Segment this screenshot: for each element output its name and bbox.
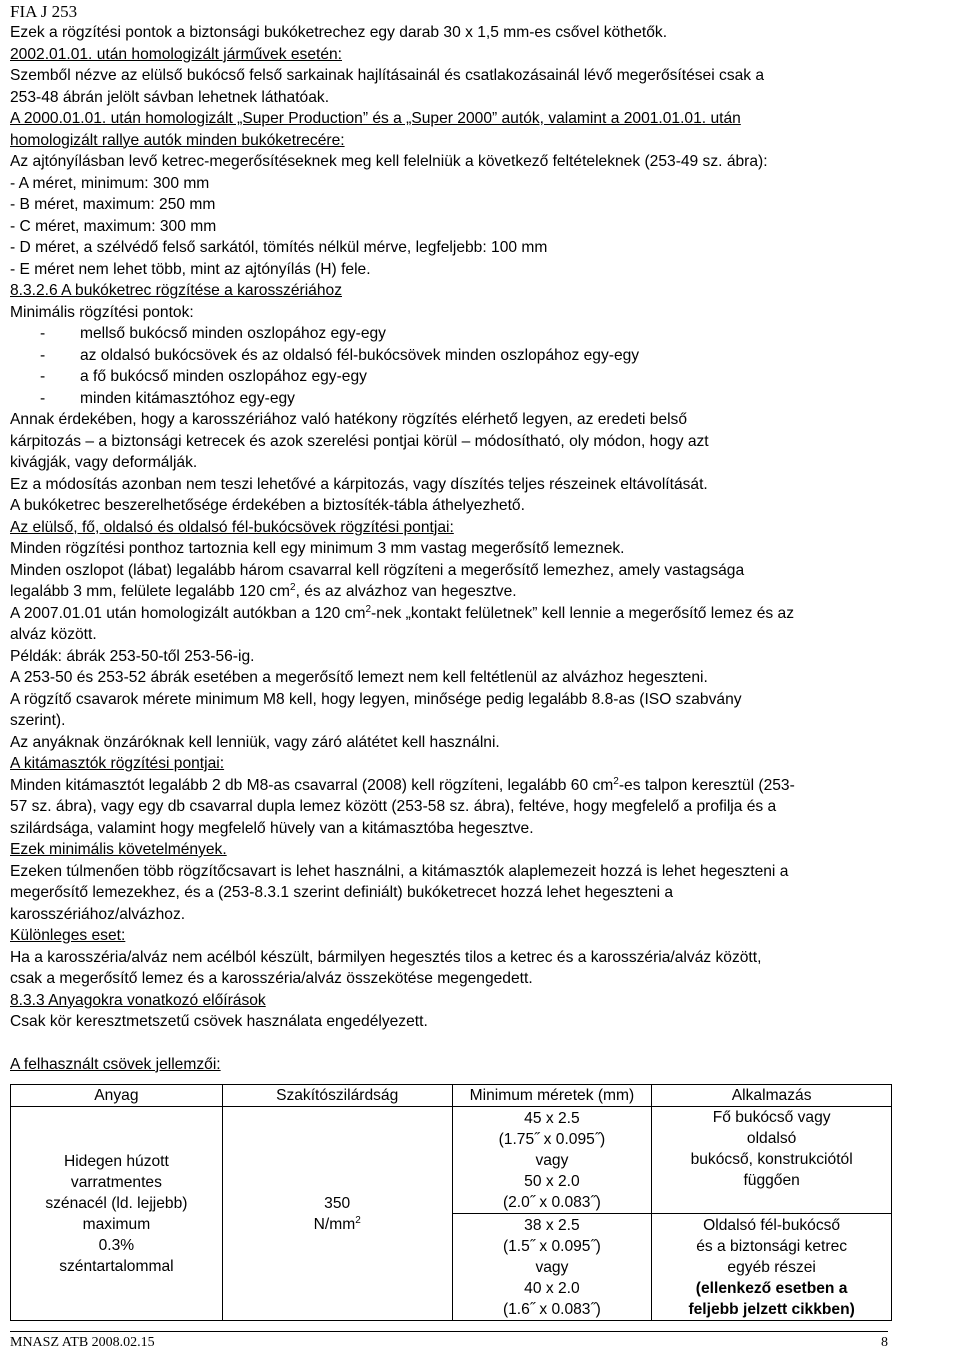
- material-cell: [11, 1107, 223, 1321]
- list-item-text: mellső bukócső minden oszlopához egy-egy: [80, 325, 386, 342]
- paragraph-line: 253-48 ábrán jelölt sávban lehetnek láthatóak.: [10, 88, 330, 106]
- footer-doc-id: MNASZ ATB 2008.02.15: [10, 1335, 155, 1350]
- paragraph-line: Példák: ábrák 253-50-től 253-56-ig.: [10, 647, 255, 665]
- text-fragment: legalább 3 mm, felülete legalább 120 cm: [10, 583, 290, 600]
- tube-properties-table: [10, 1084, 892, 1321]
- cell-line: függően: [743, 1172, 800, 1189]
- text-fragment: , és az alvázhoz van hegesztve.: [295, 583, 517, 600]
- dimension-item: - C méret, maximum: 300 mm: [10, 217, 217, 235]
- superscript: 2: [290, 581, 296, 593]
- paragraph-line: Ezek a rögzítési pontok a biztonsági bukóketrechez egy darab 30 x 1,5 mm-es csővel köthetők.: [10, 24, 668, 41]
- list-dash: -: [40, 346, 46, 364]
- list-dash: -: [40, 325, 46, 342]
- paragraph-line: csak a megerősítő lemez és a karosszéria/alváz összekötése megengedett.: [10, 970, 533, 987]
- cell-line: 45 x 2.5: [524, 1109, 580, 1127]
- cell-line-bold: (ellenkező esetben a: [695, 1279, 848, 1297]
- paragraph-line: Minimális rögzítési pontok:: [10, 303, 194, 321]
- paragraph-line: karosszériához/alvázhoz.: [10, 905, 186, 923]
- paragraph-line: alváz között.: [10, 626, 97, 643]
- section-heading: Különleges eset:: [10, 927, 126, 944]
- table-header-cell: Szakítószilárdság: [222, 1085, 452, 1107]
- dimensions-cell: [452, 1107, 652, 1214]
- paragraph-line: A bukóketrec beszerelhetősége érdekében a biztosíték-tábla áthelyezhető.: [10, 497, 525, 514]
- paragraph-line: kivágják, vagy deformálják.: [10, 454, 198, 471]
- usage-cell: [652, 1107, 892, 1214]
- cell-line: 50 x 2.0: [524, 1172, 580, 1190]
- dimension-item: - E méret nem lehet több, mint az ajtónyílás (H) fele.: [10, 260, 371, 278]
- cell-line: (1.6˝ x 0.083˝): [502, 1300, 601, 1318]
- table-caption: A felhasznált csövek jellemzői:: [10, 1055, 221, 1073]
- strength-cell: [222, 1107, 452, 1321]
- list-item: [10, 323, 955, 345]
- paragraph-line: Szemből nézve az elülső bukócső felső sarkainak hajlításainál és csatlakozásainál lévő megerősítései csak a: [10, 67, 765, 84]
- table-header-cell: Anyag: [11, 1085, 223, 1107]
- list-item-text: minden kitámasztóhoz egy-egy: [80, 389, 295, 407]
- paragraph-line: Ez a módosítás azonban nem teszi lehetővé a kárpitozás, vagy díszítés teljes részeinek eltávolítását.: [10, 475, 708, 493]
- cell-line-bold: feljebb jelzett cikkben): [688, 1300, 855, 1318]
- paragraph-line: szerint).: [10, 712, 66, 729]
- list-item: [10, 345, 955, 367]
- cell-line: (2.0˝ x 0.083˝): [502, 1193, 601, 1211]
- section-heading: 2002.01.01. után homologizált járművek esetén:: [10, 45, 343, 63]
- page-footer: [10, 1331, 888, 1350]
- cell-line: maximum: [82, 1215, 151, 1233]
- superscript: 2: [355, 1214, 361, 1226]
- superscript: 2: [365, 603, 372, 615]
- paragraph-line: Minden oszlopot (lábat) legalább három csavarral kell rögzíteni a megerősítő lemezhez, amely vastagsága: [10, 561, 745, 579]
- section-heading: homologizált rallye autók minden bukóketrecére:: [10, 131, 345, 149]
- cell-line: oldalsó: [746, 1130, 797, 1147]
- dimensions-cell: [452, 1214, 652, 1321]
- spacer: [10, 1033, 955, 1054]
- dimension-item: - A méret, minimum: 300 mm: [10, 174, 210, 192]
- paragraph-line: Az ajtónyílásban levő ketrec-megerősítéseknek meg kell felelniük a következő feltételeknek (253-49 sz. ábra):: [10, 153, 768, 170]
- dimension-item: - B méret, maximum: 250 mm: [10, 196, 216, 213]
- list-dash: -: [40, 389, 46, 407]
- text-fragment: Minden kitámasztót legalább 2 db M8-as csavarral (2008) kell rögzíteni, legalább 60 cm: [10, 776, 614, 794]
- paragraph-line: [10, 603, 955, 625]
- text-fragment: A 2007.01.01 után homologizált autókban a 120 cm: [10, 604, 366, 622]
- paragraph-line: Annak érdekében, hogy a karosszériához való hatékony rögzítés elérhető legyen, az eredeti belső: [10, 411, 688, 428]
- cell-line: szénacél (ld. lejjebb): [45, 1194, 188, 1212]
- paragraph-line: Az anyáknak önzáróknak kell lenniük, vagy záró alátétet kell használni.: [10, 733, 500, 751]
- cell-line: és a biztonsági ketrec: [696, 1237, 848, 1255]
- paragraph-line: megerősítő lemezekhez, és a (253-8.3.1 szerint definiált) bukóketrecet hozzá lehet hegeszteni a: [10, 884, 674, 901]
- list-item-text: az oldalsó bukócsövek és az oldalsó fél-bukócsövek minden oszlopához egy-egy: [80, 346, 640, 364]
- paragraph-line: A rögzítő csavarok mérete minimum M8 kell, hogy legyen, minősége pedig legalább 8.8-as (ISO szabvány: [10, 690, 742, 708]
- table-row: [11, 1107, 892, 1214]
- cell-line: 38 x 2.5: [524, 1216, 580, 1234]
- section-heading: Ezek minimális követelmények.: [10, 841, 227, 858]
- section-heading: Az elülső, fő, oldalsó és oldalsó fél-bukócsövek rögzítési pontjai:: [10, 518, 454, 536]
- table-header-cell: Alkalmazás: [652, 1085, 892, 1107]
- paragraph-line: Ha a karosszéria/alváz nem acélból készült, bármilyen hegesztés tilos a ketrec és a karosszéria/alváz között,: [10, 948, 762, 966]
- cell-line: varratmentes: [70, 1173, 162, 1191]
- document-body: [10, 22, 955, 1075]
- cell-line: Fő bukócső vagy: [712, 1109, 831, 1126]
- cell-line: egyéb részei: [727, 1258, 816, 1276]
- list-item: [10, 366, 955, 388]
- paragraph-line: Csak kör keresztmetszetű csövek használata engedélyezett.: [10, 1013, 428, 1030]
- page-number: 8: [881, 1335, 888, 1350]
- paragraph-line: Ezeken túlmenően több rögzítőcsavart is lehet használni, a kitámasztók alaplemezeit hozzá is lehet hegeszteni a: [10, 862, 789, 880]
- table-header-cell: Minimum méretek (mm): [452, 1085, 652, 1107]
- cell-line: 0.3%: [98, 1236, 135, 1254]
- list-item: [10, 388, 955, 410]
- section-heading: 8.3.2.6 A bukóketrec rögzítése a karosszériához: [10, 282, 342, 299]
- paragraph-line: [10, 775, 955, 797]
- cell-line: széntartalommal: [59, 1257, 174, 1275]
- list-dash: -: [40, 368, 46, 385]
- cell-line: (1.75˝ x 0.095˝): [498, 1130, 606, 1148]
- text-fragment: -es talpon keresztül (253-: [618, 776, 795, 794]
- cell-line: 40 x 2.0: [524, 1279, 580, 1297]
- document-header-title: FIA J 253: [10, 2, 78, 21]
- cell-line: Oldalsó fél-bukócső: [703, 1216, 841, 1234]
- cell-line: Hidegen húzott: [63, 1152, 169, 1170]
- usage-cell: [652, 1214, 892, 1321]
- cell-line: vagy: [535, 1151, 569, 1169]
- dimension-item: - D méret, a szélvédő felső sarkától, tömítés nélkül mérve, legfeljebb: 100 mm: [10, 239, 548, 256]
- unit-text: N/mm: [313, 1215, 356, 1233]
- table-header-row: [11, 1085, 892, 1107]
- paragraph-line: A 253-50 és 253-52 ábrák esetében a megerősítő lemezt nem kell feltétlenül az alvázhoz hegeszteni.: [10, 669, 708, 686]
- superscript: 2: [613, 775, 619, 787]
- list-item-text: a fő bukócső minden oszlopához egy-egy: [80, 368, 367, 385]
- section-heading: A kitámasztók rögzítési pontjai:: [10, 755, 225, 772]
- cell-line: [227, 1214, 448, 1235]
- cell-line: (1.5˝ x 0.095˝): [502, 1237, 601, 1255]
- paragraph-line: [10, 581, 955, 603]
- paragraph-line: Minden rögzítési ponthoz tartoznia kell egy minimum 3 mm vastag megerősítő lemeznek.: [10, 540, 625, 557]
- paragraph-line: kárpitozás – a biztonsági ketrecek és azok szerelési pontjai körül – módosítható, oly módon, hogy azt: [10, 432, 709, 450]
- section-heading: A 2000.01.01. után homologizált „Super Production” és a „Super 2000” autók, valamint a 2001.01.01. után: [10, 110, 741, 127]
- text-fragment: -nek „kontakt felületnek” kell lennie a megerősítő lemez és az: [371, 604, 794, 622]
- section-heading: 8.3.3 Anyagokra vonatkozó előírások: [10, 991, 266, 1009]
- cell-line: bukócső, konstrukciótól: [690, 1151, 853, 1168]
- cell-line: vagy: [535, 1258, 569, 1276]
- paragraph-line: 57 sz. ábra), vagy egy db csavarral dupla lemez között (253-58 sz. ábra), feltéve, hogy megfelelő a profilja és a: [10, 798, 777, 815]
- cell-line: 350: [324, 1194, 351, 1212]
- paragraph-line: szilárdsága, valamint hogy megfelelő hüvely van a kitámasztóba hegesztve.: [10, 819, 534, 837]
